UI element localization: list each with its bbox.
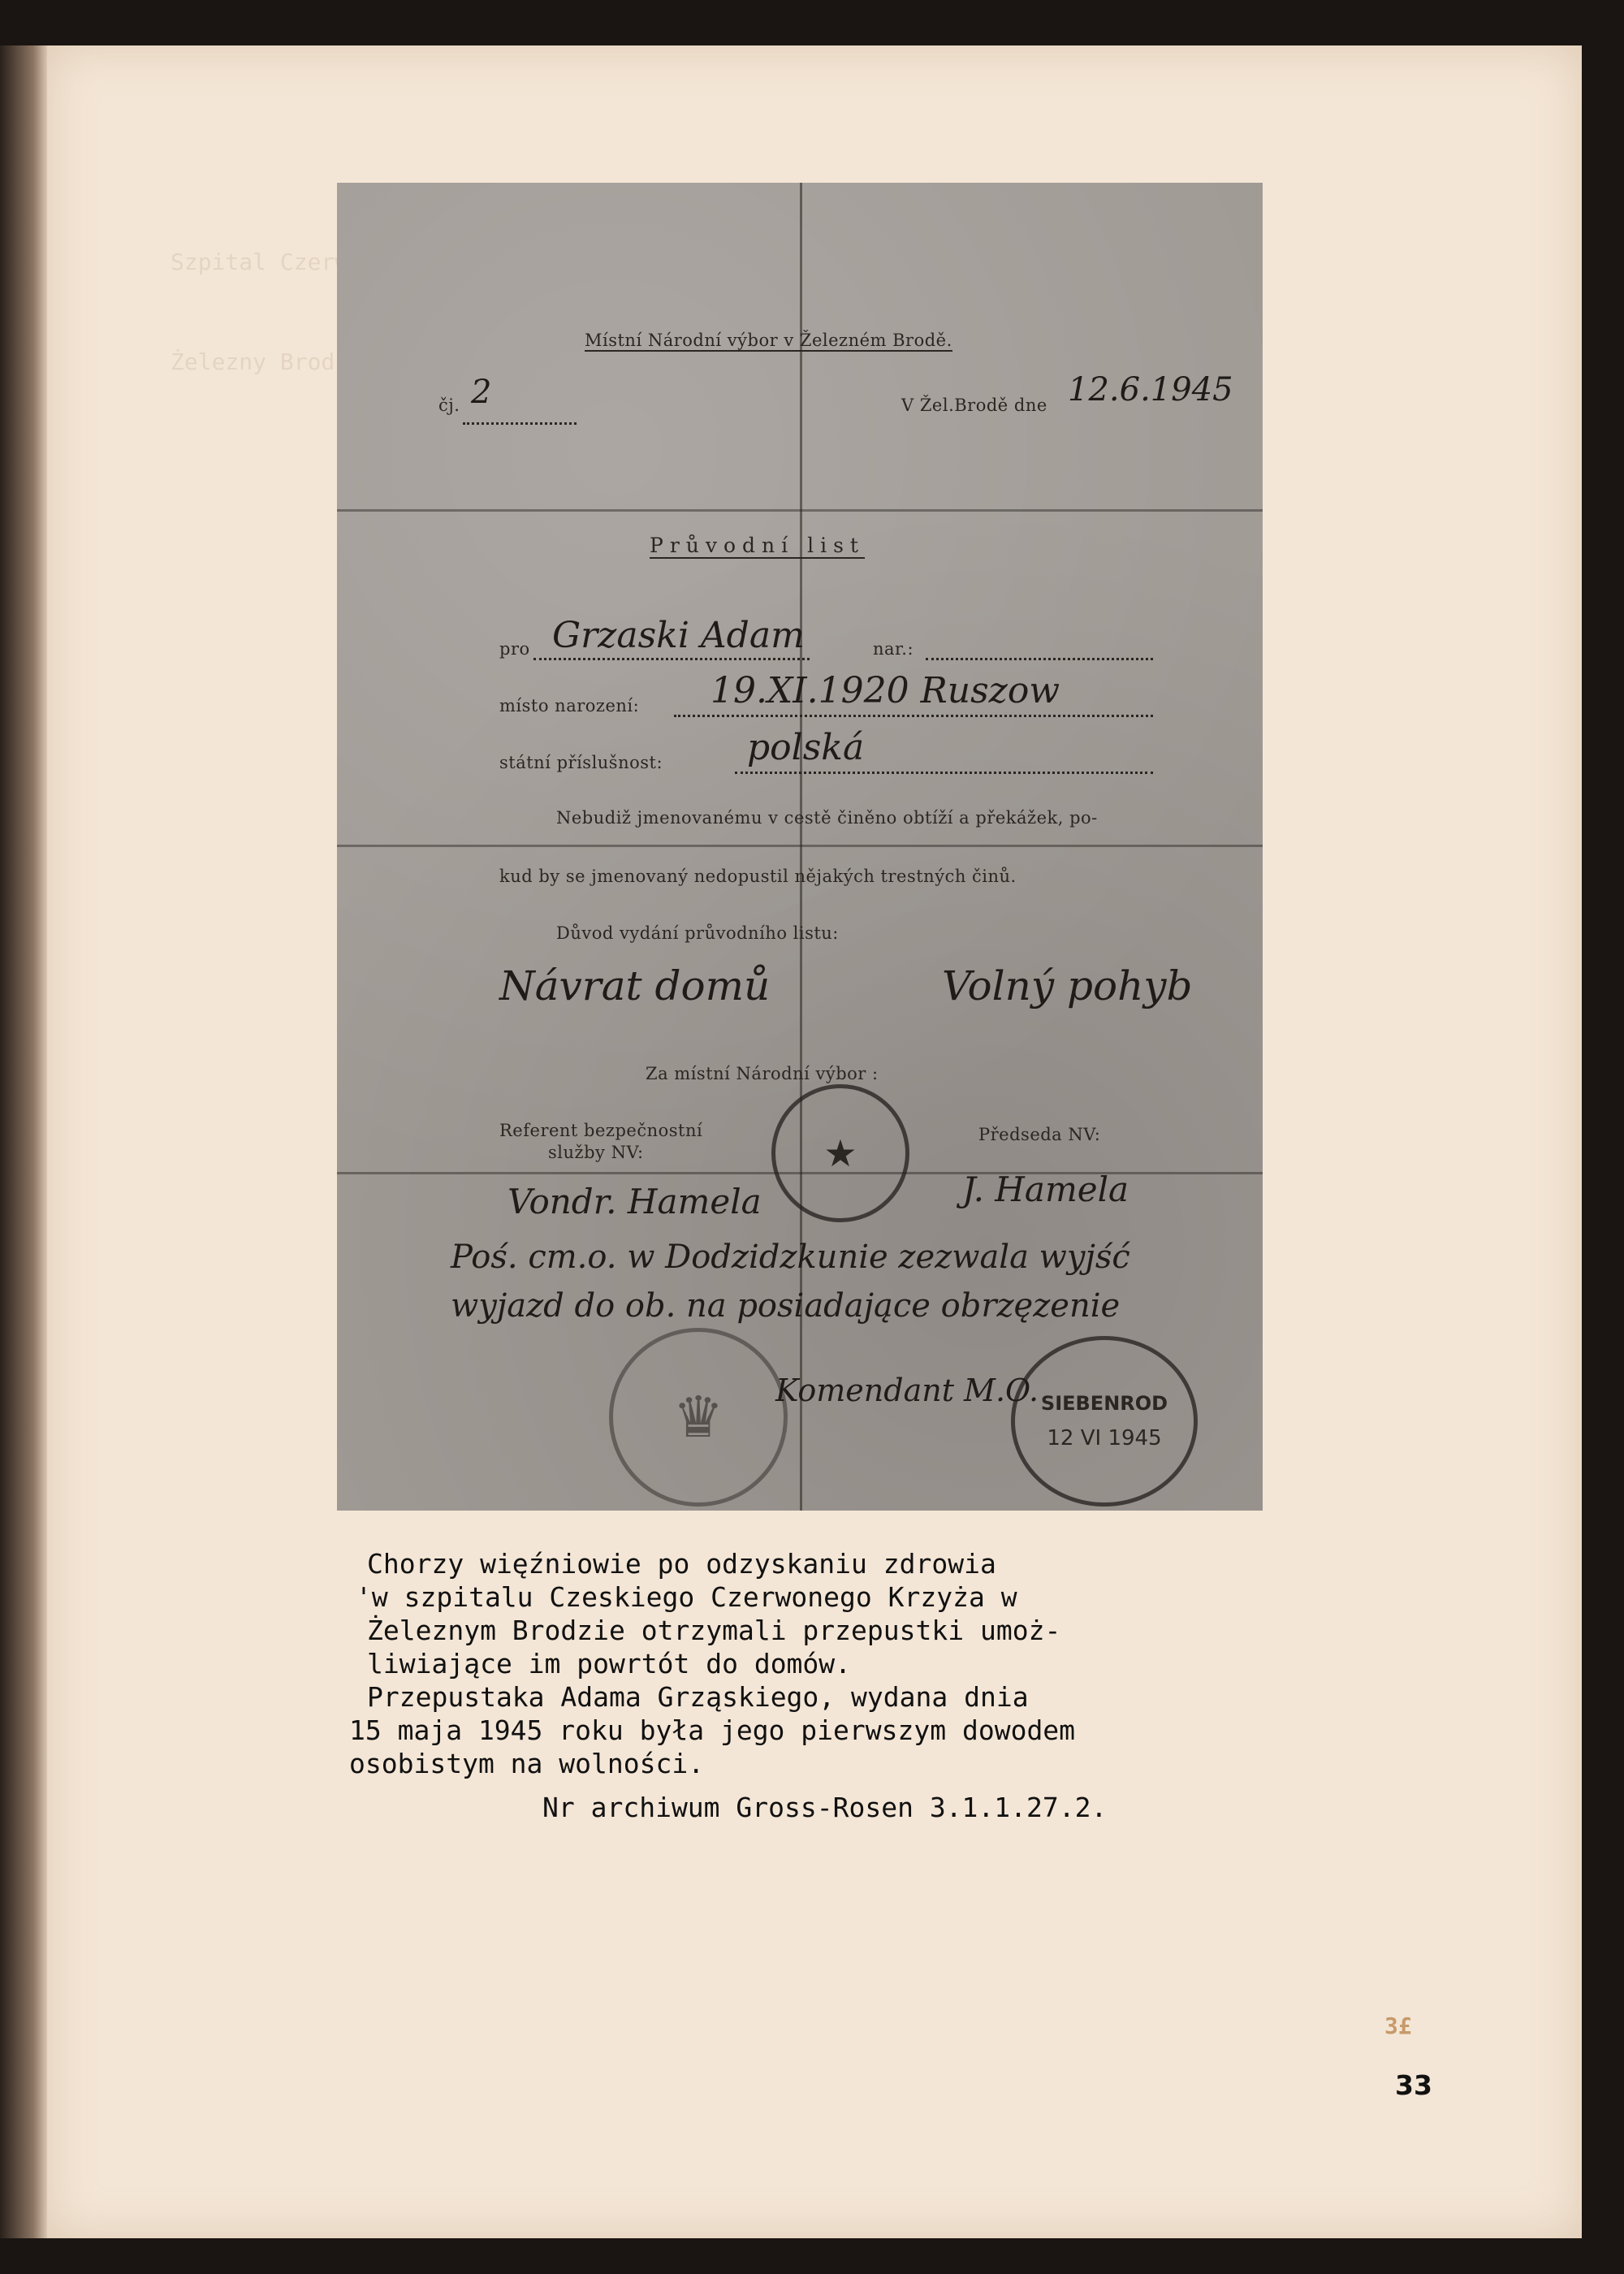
citizenship-value: polská — [747, 727, 865, 768]
star-icon: ★ — [823, 1131, 857, 1175]
committee-label: Za místní Národní výbor : — [646, 1064, 879, 1083]
committee-stamp — [771, 1084, 909, 1222]
security-signature: Vondr. Hamela — [508, 1182, 762, 1221]
page-mark: 3£ — [1384, 2012, 1412, 2039]
postmark-place: SIEBENROD — [1040, 1392, 1168, 1415]
issuer-header: Místní Národní výbor v Železném Brodě. — [585, 331, 952, 350]
request-line: kud by se jmenovaný nedopustil nějakých trestných činů. — [499, 867, 1017, 886]
birthplace-dots — [674, 715, 1153, 717]
reason-value: Návrat domů — [499, 962, 771, 1009]
handwritten-note: wyjazd do ob. na posiadające obrzęzenie — [451, 1287, 1121, 1325]
commander-signature: Komendant M.O. — [775, 1373, 1039, 1408]
caption-line: 15 maja 1945 roku była jego pierwszym dowodem — [349, 1714, 1076, 1746]
caption-line: liwiające im powrtót do domów. — [367, 1648, 852, 1680]
reference-number: 2 — [471, 374, 492, 411]
name-value: Grzaski Adam — [552, 615, 805, 656]
reason-value: Volný pohyb — [942, 962, 1193, 1009]
pass-document-photo — [337, 183, 1263, 1511]
photo-caption — [349, 1547, 1242, 1780]
archive-reference: Nr archiwum Gross-Rosen 3.1.1.27.2. — [542, 1792, 1108, 1823]
chairman-label: Předseda NV: — [978, 1125, 1101, 1144]
document-title: Průvodní list — [650, 534, 865, 557]
name-dots — [533, 658, 810, 660]
fold-line-horizontal — [337, 509, 1263, 512]
page-number: 33 — [1395, 2069, 1432, 2101]
caption-line: osobistym na wolności. — [349, 1748, 705, 1779]
reason-label: Důvod vydání průvodního listu: — [556, 923, 839, 943]
caption-line: Przepustaka Adama Grząskiego, wydana dnia — [367, 1681, 1029, 1713]
caption-line: Chorzy więźniowie po odzyskaniu zdrowia — [367, 1548, 996, 1580]
birth-date-label: nar.: — [873, 639, 914, 659]
travel-pass — [337, 183, 1263, 1511]
birthplace-label: místo narození: — [499, 696, 640, 715]
birth-date-dots — [926, 658, 1153, 660]
issue-date: 12.6.1945 — [1068, 371, 1233, 409]
security-label: služby NV: — [548, 1143, 644, 1162]
fold-line-horizontal — [337, 845, 1263, 847]
caption-line: 'w szpitalu Czeskiego Czerwonego Krzyża w — [356, 1581, 1017, 1613]
security-label: Referent bezpečnostní — [499, 1121, 703, 1140]
handwritten-note: Poś. cm.o. w Dodzidzkunie zezwala wyjść — [451, 1239, 1130, 1276]
eagle-icon: ♛ — [672, 1384, 724, 1450]
postmark-date: 12 VI 1945 — [1047, 1426, 1162, 1450]
place-date-label: V Žel.Brodě dne — [901, 396, 1047, 415]
name-label: pro — [499, 639, 530, 659]
caption-line: Żeleznym Brodzie otrzymali przepustki umoż- — [367, 1615, 1061, 1646]
eagle-seal — [609, 1328, 788, 1507]
reference-label: čj. — [438, 396, 460, 415]
reference-underline — [463, 422, 577, 425]
citizenship-label: státní příslušnost: — [499, 753, 663, 772]
page-binding-edge — [0, 45, 47, 2238]
citizenship-dots — [735, 772, 1153, 774]
birthplace-value: 19.XI.1920 Ruszow — [710, 670, 1060, 711]
request-line: Nebudiž jmenovanému v cestě činěno obtíží a překážek, po- — [556, 808, 1098, 828]
postmark-stamp — [1011, 1336, 1198, 1507]
chairman-signature: J. Hamela — [962, 1169, 1129, 1209]
